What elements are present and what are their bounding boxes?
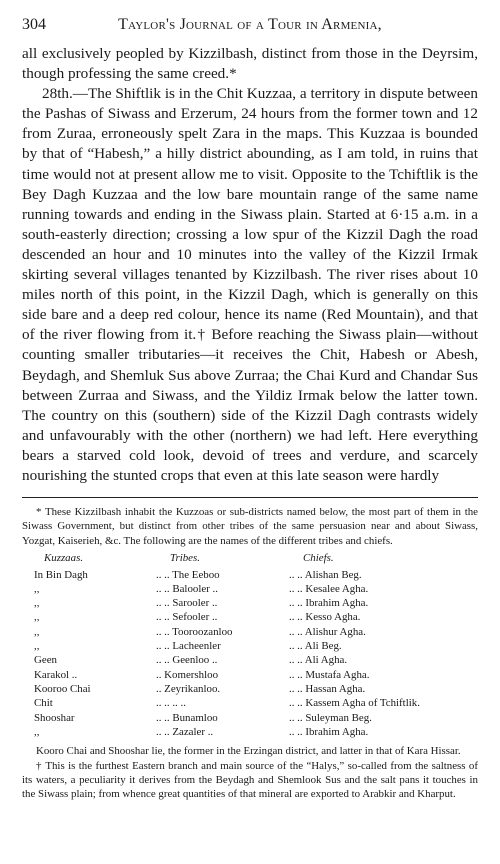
kuzzaa-cell: ,, [34,625,40,638]
chief-cell: .. .. Mustafa Agha. [289,668,370,681]
footnote-dagger: † This is the furthest Eastern branch and main source of the “Halys,” so-called from the saltness of its waters, a peculiarity it derives from the Beydagh and Shemlook Sus and the salt pans it touches in the Siwass plain; from whence great quantities of that mineral are exported to Arabkir and Kharput. [22,759,478,801]
table-row [34,596,453,610]
kuzzaa-cell: Kooroo Chai [34,682,91,695]
page-header [22,16,478,38]
kuzzaa-cell: Shooshar [34,711,75,724]
chief-cell: .. .. Suleyman Beg. [289,711,372,724]
tribe-cell: .. .. Sefooler .. [156,611,218,624]
footnote-star: * These Kizzilbash inhabit the Kuzzoas or sub-districts named below, the most part of them in the Siwass Government, but distinct from other tribes of the same persuasion near and about Siwass, Yozgat, Kaiserieh, &c. The following are the names of the different tribes and chiefs. [22,506,478,547]
table-header-row [34,551,453,567]
table-row [34,653,453,667]
kuzzaa-cell: ,, [34,611,40,624]
footnotes [22,505,478,802]
footnote-note: Kooro Chai and Shooshar lie, the former in the Erzingan district, and latter in that of Kara Hissar. [36,745,461,758]
table-row [34,582,453,596]
kuzzaa-cell: ,, [34,582,40,595]
paragraph: 28th.—The Shiftlik is in the Chit Kuzzaa, a territory in dispute between the Pashas of Siwass and Erzerum, 24 hours from the former town and 12 from Zuraa, erroneously spelt Zara in the maps. This Kuzzaa is bounded by that of “Habesh,” a hilly district abounding, as I am told, in ruins that time would not at present allow me to visit. Opposite to the Tchiftlik is the Bey Dagh Kuzzaa and the low bare mountain range of the same name running towards and ending in the Siwass plain. Started at 6·15 a.m. in a south-easterly direction; crossing a low spur of the Kizzil Dagh the road descended an hour and 10 minutes into the valley of the Kizzil Irmak skirting several villages tenanted by Kizzilbash. The river rises about 10 miles north of this point, in the Kizzil Dagh, which is generally on this side bare and a deep red colour, hence its name (Red Mountain), and that of the river flowing from it.† Before reaching the Siwass plain—without counting smaller tributaries—it receives the Chit, Habesh or Abesh, Beydagh, and Shemluk Sus above Zurraa; the Chai Kurd and Chandar Sus between Zurraa and Siwass, and the Yildiz Irmak below the latter town. The country on this (southern) side of the Kizzil Dagh contrasts widely and unfavourably with the other (northern) we had left. Here everything bears a starved cold look, devoid of trees and verdure, and scarcely nourishing the stunted crops that even at this late season were hardly [22,85,478,484]
table-row [34,568,453,582]
tribe-cell: .. .. Lacheenler [156,640,221,653]
chief-cell: .. .. Ali Beg. [289,640,342,653]
tribes-table [34,551,453,739]
kuzzaa-cell: In Bin Dagh [34,568,88,581]
tribe-cell: .. Zeyrikanloo. [156,682,221,695]
kuzzaa-cell: ,, [34,597,40,610]
table-row [34,668,453,682]
table-row [34,696,453,710]
chief-cell: .. .. Hassan Agha. [289,682,366,695]
table-row [34,725,453,739]
kuzzaa-cell: Chit [34,697,53,710]
tribe-cell: .. .. Zazaler .. [156,725,214,738]
tribe-cell: .. .. Bunamloo [156,711,218,724]
tribe-cell: .. .. The Eeboo [156,568,220,581]
tribe-cell: .. .. Sarooler .. [156,597,218,610]
column-header: Kuzzaas. [44,552,84,565]
kuzzaa-cell: ,, [34,725,40,738]
tribe-cell: .. .. Tooroozanloo [156,625,233,638]
chief-cell: .. .. Ibrahim Agha. [289,725,369,738]
table-row [34,682,453,696]
tribe-cell: .. .. Balooler .. [156,582,219,595]
page-number: 304 [22,16,46,33]
kuzzaa-cell: Geen [34,654,57,667]
footnote-divider [22,497,478,498]
tribe-cell: .. Komershloo [156,668,219,681]
table-row [34,711,453,725]
paragraph: all exclusively peopled by Kizzilbash, distinct from those in the Deyrsim, though professing the same creed.* [22,45,478,83]
table-row [34,625,453,639]
chief-cell: .. .. Kesso Agha. [289,611,361,624]
column-header: Chiefs. [303,552,334,565]
chief-cell: .. .. Kassem Agha of Tchiftlik. [289,697,420,710]
main-text [22,44,478,486]
chief-cell: .. .. Kesalee Agha. [289,582,369,595]
chief-cell: .. .. Ali Agha. [289,654,348,667]
kuzzaa-cell: ,, [34,640,40,653]
tribe-cell: .. .. Geenloo .. [156,654,218,667]
tribe-cell: .. .. .. .. [156,697,186,710]
table-row [34,639,453,653]
book-page [22,16,478,802]
chief-cell: .. .. Alishur Agha. [289,625,366,638]
table-row [34,610,453,624]
running-title: Taylor's Journal of a Tour in Armenia, [118,16,382,33]
chief-cell: .. .. Alishan Beg. [289,568,362,581]
chief-cell: .. .. Ibrahim Agha. [289,597,369,610]
kuzzaa-cell: Karakol .. [34,668,78,681]
column-header: Tribes. [170,552,200,565]
